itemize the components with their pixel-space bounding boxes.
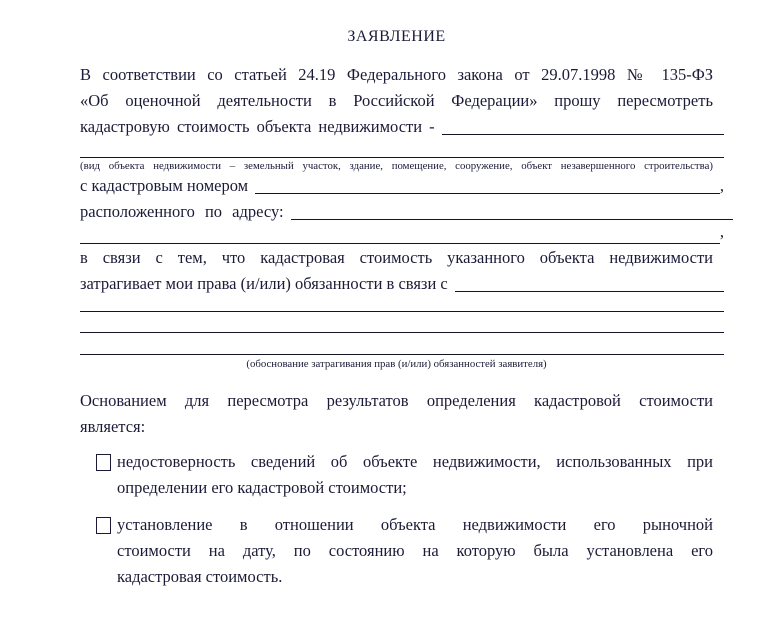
address-row [80, 199, 713, 225]
reason-line-1: в связи с тем, что кадастровая стоимость указанного объекта недвижимости [80, 248, 713, 267]
checkbox-icon[interactable] [96, 517, 111, 534]
option-1-line-2: определении его кадастровой стоимости; [117, 478, 407, 497]
intro-paragraph [80, 62, 713, 140]
option-1-line-1: недостоверность сведений об объекте недвижимости, использованных при [117, 452, 713, 471]
basis-line-1: Основанием для пересмотра результатов определения кадастровой стоимости [80, 391, 713, 410]
option-2-line-2: стоимости на дату, по состоянию на которую была установлена его [117, 541, 713, 560]
option-2-line-3: кадастровая стоимость. [117, 567, 283, 586]
reason-line-2 [80, 271, 713, 297]
reason-paragraph [80, 245, 713, 297]
address-label: расположенного по адресу: [80, 202, 284, 221]
justification-line-3[interactable] [80, 333, 724, 355]
intro-line-3 [80, 114, 713, 140]
option-unreliable-data [80, 449, 713, 501]
object-kind-field-continuation [80, 140, 713, 158]
object-kind-field[interactable] [442, 114, 724, 135]
justification-line-2[interactable] [80, 312, 724, 333]
address-continuation-row [80, 222, 724, 245]
object-kind-label: кадастровую стоимость объекта недвижимости - [80, 117, 435, 136]
object-kind-field-line[interactable] [80, 140, 724, 158]
option-text [117, 449, 713, 501]
basis-line-2: является: [80, 417, 146, 436]
option-market-value [80, 512, 713, 590]
rights-reason-field[interactable] [455, 271, 724, 292]
option-2-line-1: установление в отношении объекта недвижимости его рыночной [117, 515, 713, 534]
checkbox-icon[interactable] [96, 454, 111, 471]
cadastral-number-label: с кадастровым номером [80, 176, 249, 195]
justification-caption: (обоснование затрагивания прав (и/или) обязанностей заявителя) [246, 358, 547, 370]
address-field-continuation[interactable] [80, 225, 720, 244]
justification-line-1[interactable] [80, 297, 724, 312]
object-kind-caption: (вид объекта недвижимости – земельный участок, здание, помещение, сооружение, объект незавершенного строительства) [80, 160, 713, 172]
basis-paragraph [80, 388, 713, 440]
comma: , [719, 176, 724, 195]
cadastral-number-field[interactable] [255, 173, 720, 194]
comma: , [719, 222, 724, 241]
cadastral-number-row [80, 173, 724, 199]
address-field[interactable] [291, 199, 733, 220]
document-title: ЗАЯВЛЕНИЕ [347, 28, 446, 45]
intro-line-2: «Об оценочной деятельности в Российской Федерации» прошу пересмотреть [80, 91, 713, 110]
intro-line-1: В соответствии со статьей 24.19 Федерального закона от 29.07.1998 № 135-ФЗ [80, 65, 713, 84]
rights-label: затрагивает мои права (и/или) обязанности в связи с [80, 274, 448, 293]
option-text [117, 512, 713, 590]
justification-lines [80, 297, 713, 355]
